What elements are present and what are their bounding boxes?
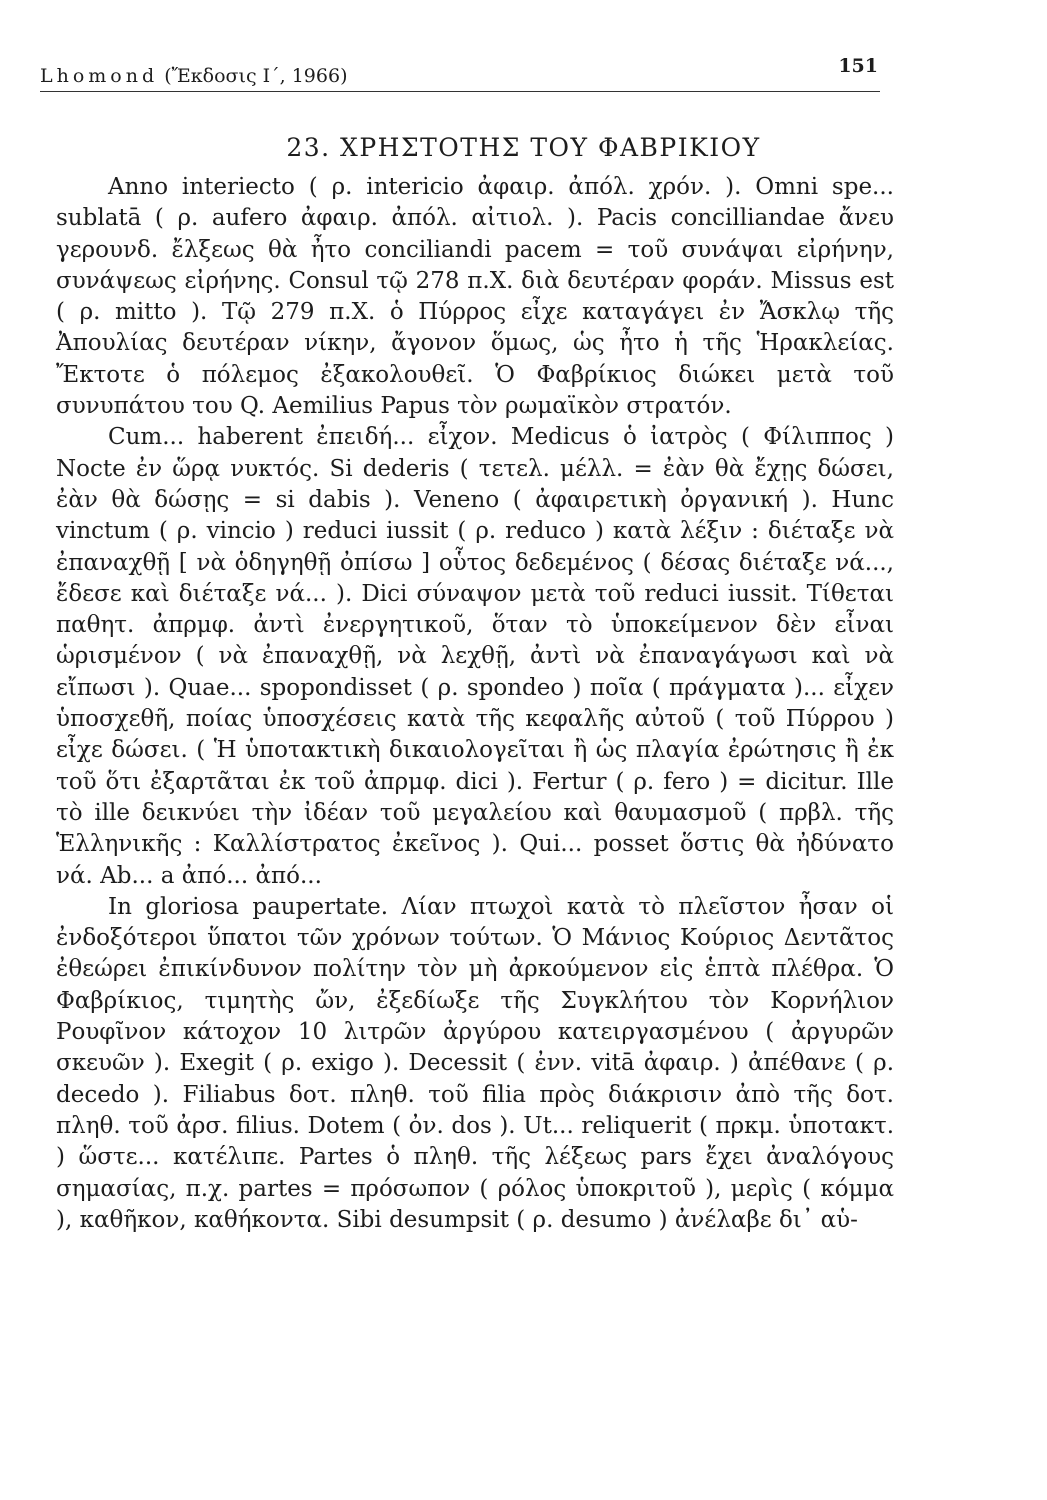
page-number: 151 <box>838 55 878 77</box>
paragraph: Anno interiecto ( ρ. intericio ἀφαιρ. ἀπόλ. χρόν. ). Omni spe... sublatā ( ρ. aufero ἀφαιρ. ἀπόλ. αἰτιολ. ). Pacis concilliandae ἄνευ γερουνδ. ἔλξεως θὰ ἦτο conciliandi pacem = τοῦ συνάψαι εἰρήνην, συνάψεως εἰρήνης. Consul τῷ 278 π.Χ. διὰ δευτέραν φοράν. Missus est ( ρ. mitto ). Τῷ 279 π.Χ. ὁ Πύρρος εἶχε καταγάγει ἐν Ἄσκλῳ τῆς Ἀπουλίας δευτέραν νίκην, ἄγονον ὅμως, ὡς ἦτο ἡ τῆς Ἡρακλείας. Ἔκτοτε ὁ πόλεμος ἐξακολουθεῖ. Ὁ Φαβρίκιος διώκει μετὰ τοῦ συνυπάτου του Q. Aemilius Papus τὸν ρωμαϊκὸν στρατόν. <box>56 174 894 420</box>
header-rule <box>40 91 880 92</box>
body-text <box>56 172 894 1236</box>
chapter-title: 23. ΧΡΗΣΤΟΤΗΣ ΤΟΥ ΦΑΒΡΙΚΙΟΥ <box>286 133 761 162</box>
header-left <box>40 64 347 88</box>
header-author: Lhomond <box>40 65 159 87</box>
header-edition: (Ἔκδοσις Ι΄, 1966) <box>164 65 348 87</box>
paragraph: In gloriosa paupertate. Λίαν πτωχοὶ κατὰ τὸ πλεῖστον ἦσαν οἱ ἐνδοξότεροι ὕπατοι τῶν χρόνων τούτων. Ὁ Μάνιος Κούριος Δεντᾶτος ἐθεώρει ἐπικίνδυνον πολίτην τὸν μὴ ἀρκούμενον εἰς ἑπτὰ πλέθρα. Ὁ Φαβρίκιος, τιμητὴς ὤν, ἐξεδίωξε τῆς Συγκλήτου τὸν Κορνήλιον Ρουφῖνον κάτοχον 10 λιτρῶν ἀργύρου κατειργασμένου ( ἀργυρῶν σκευῶν ). Exegit ( ρ. exigo ). Decessit ( ἐνν. vitā ἀφαιρ. ) ἀπέθανε ( ρ. decedo ). Filiabus δοτ. πληθ. τοῦ filia πρὸς διάκρισιν ἀπὸ τῆς δοτ. πληθ. τοῦ ἀρσ. filius. Dotem ( ὀν. dos ). Ut... reliquerit ( πρκμ. ὑποτακτ. ) ὥστε... κατέλιπε. Partes ὁ πληθ. τῆς λέξεως pars ἔχει ἀναλόγους σημασίας, π.χ. partes = πρόσωπον ( ρόλος ὑποκριτοῦ ), μερὶς ( κόμμα ), καθῆκον, καθήκοντα. Sibi desumpsit ( ρ. desumo ) ἀνέλαβε δι᾽ αὑ- <box>56 893 894 1233</box>
paragraph: Cum... haberent ἐπειδή... εἶχον. Medicus ὁ ἰατρὸς ( Φίλιππος ) Nocte ἐν ὥρᾳ νυκτός. Si dederis ( τετελ. μέλλ. = ἐὰν θὰ ἔχῃς δώσει, ἐὰν θὰ δώσῃς = si dabis ). Veneno ( ἀφαιρετικὴ ὀργανική ). Hunc vinctum ( ρ. vincio ) reduci iussit ( ρ. reduco ) κατὰ λέξιν : διέταξε νὰ ἐπαναχθῇ [ νὰ ὁδηγηθῇ ὀπίσω ] οὗτος δεδεμένος ( δέσας διέταξε νά..., ἔδεσε καὶ διέταξε νά... ). Dici σύναψον μετὰ τοῦ reduci iussit. Τίθεται παθητ. ἀπρμφ. ἀντὶ ἐνεργητικοῦ, ὅταν τὸ ὑποκείμενον δὲν εἶναι ὡρισμένον ( νὰ ἐπαναχθῇ, νὰ λεχθῇ, ἀντὶ νὰ ἐπαναγάγωσι καὶ νὰ εἴπωσι ). Quae... spopondisset ( ρ. spondeo ) ποῖα ( πράγματα )... εἶχεν ὑποσχεθῆ, ποίας ὑποσχέσεις κατὰ τῆς κεφαλῆς αὐτοῦ ( τοῦ Πύρρου ) εἶχε δώσει. ( Ἡ ὑποτακτικὴ δικαιολογεῖται ἢ ὡς πλαγία ἐρώτησις ἢ ἐκ τοῦ ὅτι ἐξαρτᾶται ἐκ τοῦ ἀπρμφ. dici ). Fertur ( ρ. fero ) = dicitur. Ille τὸ ille δεικνύει τὴν ἰδέαν τοῦ μεγαλείου καὶ θαυμασμοῦ ( πρβλ. τῆς Ἑλληνικῆς : Καλλίστρατος ἐκεῖνος ). Qui... posset ὅστις θὰ ἠδύνατο νά. Ab... a ἀπό... ἀπό... <box>56 424 894 889</box>
